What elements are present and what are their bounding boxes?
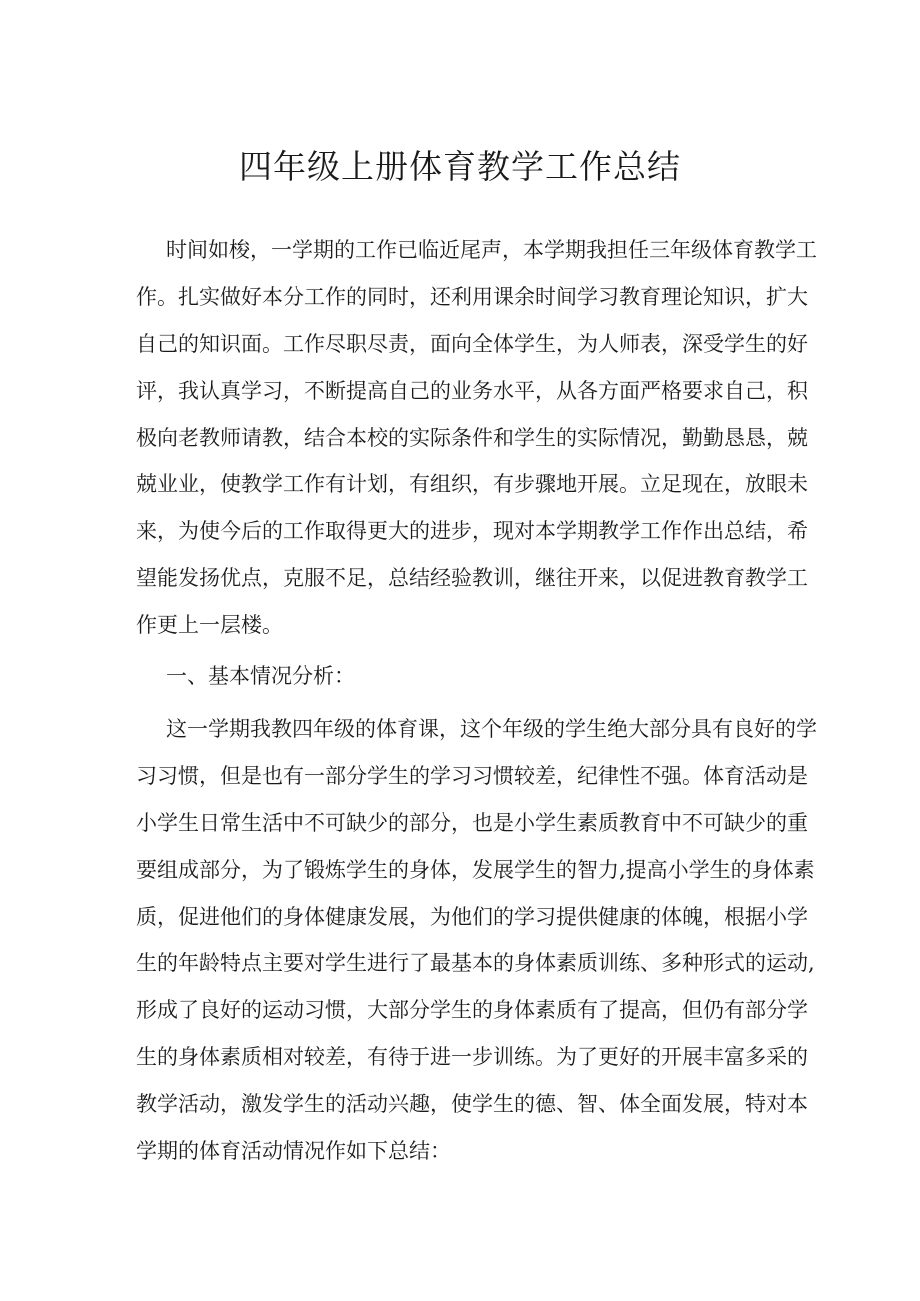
paragraph-line: 学期的体育活动情况作如下总结：	[136, 1139, 451, 1164]
paragraph-analysis	[136, 706, 817, 1175]
paragraph-line: 教学活动，激发学生的活动兴趣，使学生的德、智、体全面发展，特对本	[136, 1092, 808, 1117]
paragraph-line: 小学生日常生活中不可缺少的部分，也是小学生素质教育中不可缺少的重	[136, 810, 808, 835]
paragraph-line: 作更上一层楼。	[136, 613, 283, 638]
paragraph-line: 作。扎实做好本分工作的同时，还利用课余时间学习教育理论知识，扩大	[136, 284, 808, 309]
paragraph-intro	[136, 227, 817, 649]
paragraph-line: 时间如梭，一学期的工作已临近尾声，本学期我担任三年级体育教学工	[166, 238, 817, 262]
paragraph-line: 习习惯，但是也有一部分学生的学习习惯较差，纪律性不强。体育活动是	[136, 763, 808, 788]
paragraph-line: 来，为使今后的工作取得更大的进步，现对本学期教学工作作出总结，希	[136, 519, 808, 544]
paragraph-line: 自己的知识面。工作尽职尽责，面向全体学生，为人师表，深受学生的好	[136, 331, 808, 356]
paragraph-line: 兢业业，使教学工作有计划，有组织，有步骤地开展。立足现在，放眼未	[136, 472, 808, 497]
paragraph-line: 望能发扬优点，克服不足，总结经验教训，继往开来，以促进教育教学工	[136, 566, 808, 591]
paragraph-line: 质，促进他们的身体健康发展，为他们的学习提供健康的体魄，根据小学	[136, 904, 808, 929]
paragraph-line: 极向老教师请教，结合本校的实际条件和学生的实际情况，勤勤恳恳，兢	[136, 425, 808, 450]
paragraph-line: 要组成部分，为了锻炼学生的身体，发展学生的智力,提高小学生的身体素	[136, 857, 815, 882]
section-heading	[136, 653, 790, 700]
paragraph-line: 评，我认真学习，不断提高自己的业务水平，从各方面严格要求自己，积	[136, 378, 808, 403]
section-heading-text: 一、基本情况分析：	[166, 664, 355, 688]
paragraph-line: 这一学期我教四年级的体育课，这个年级的学生绝大部分具有良好的学	[166, 717, 817, 741]
document-title: 四年级上册体育教学工作总结	[239, 147, 681, 186]
paragraph-line: 形成了良好的运动习惯，大部分学生的身体素质有了提高，但仍有部分学	[136, 998, 808, 1023]
paragraph-line: 生的年龄特点主要对学生进行了最基本的身体素质训练、多种形式的运动,	[136, 951, 815, 976]
paragraph-line: 生的身体素质相对较差，有待于进一步训练。为了更好的开展丰富多采的	[136, 1045, 808, 1070]
